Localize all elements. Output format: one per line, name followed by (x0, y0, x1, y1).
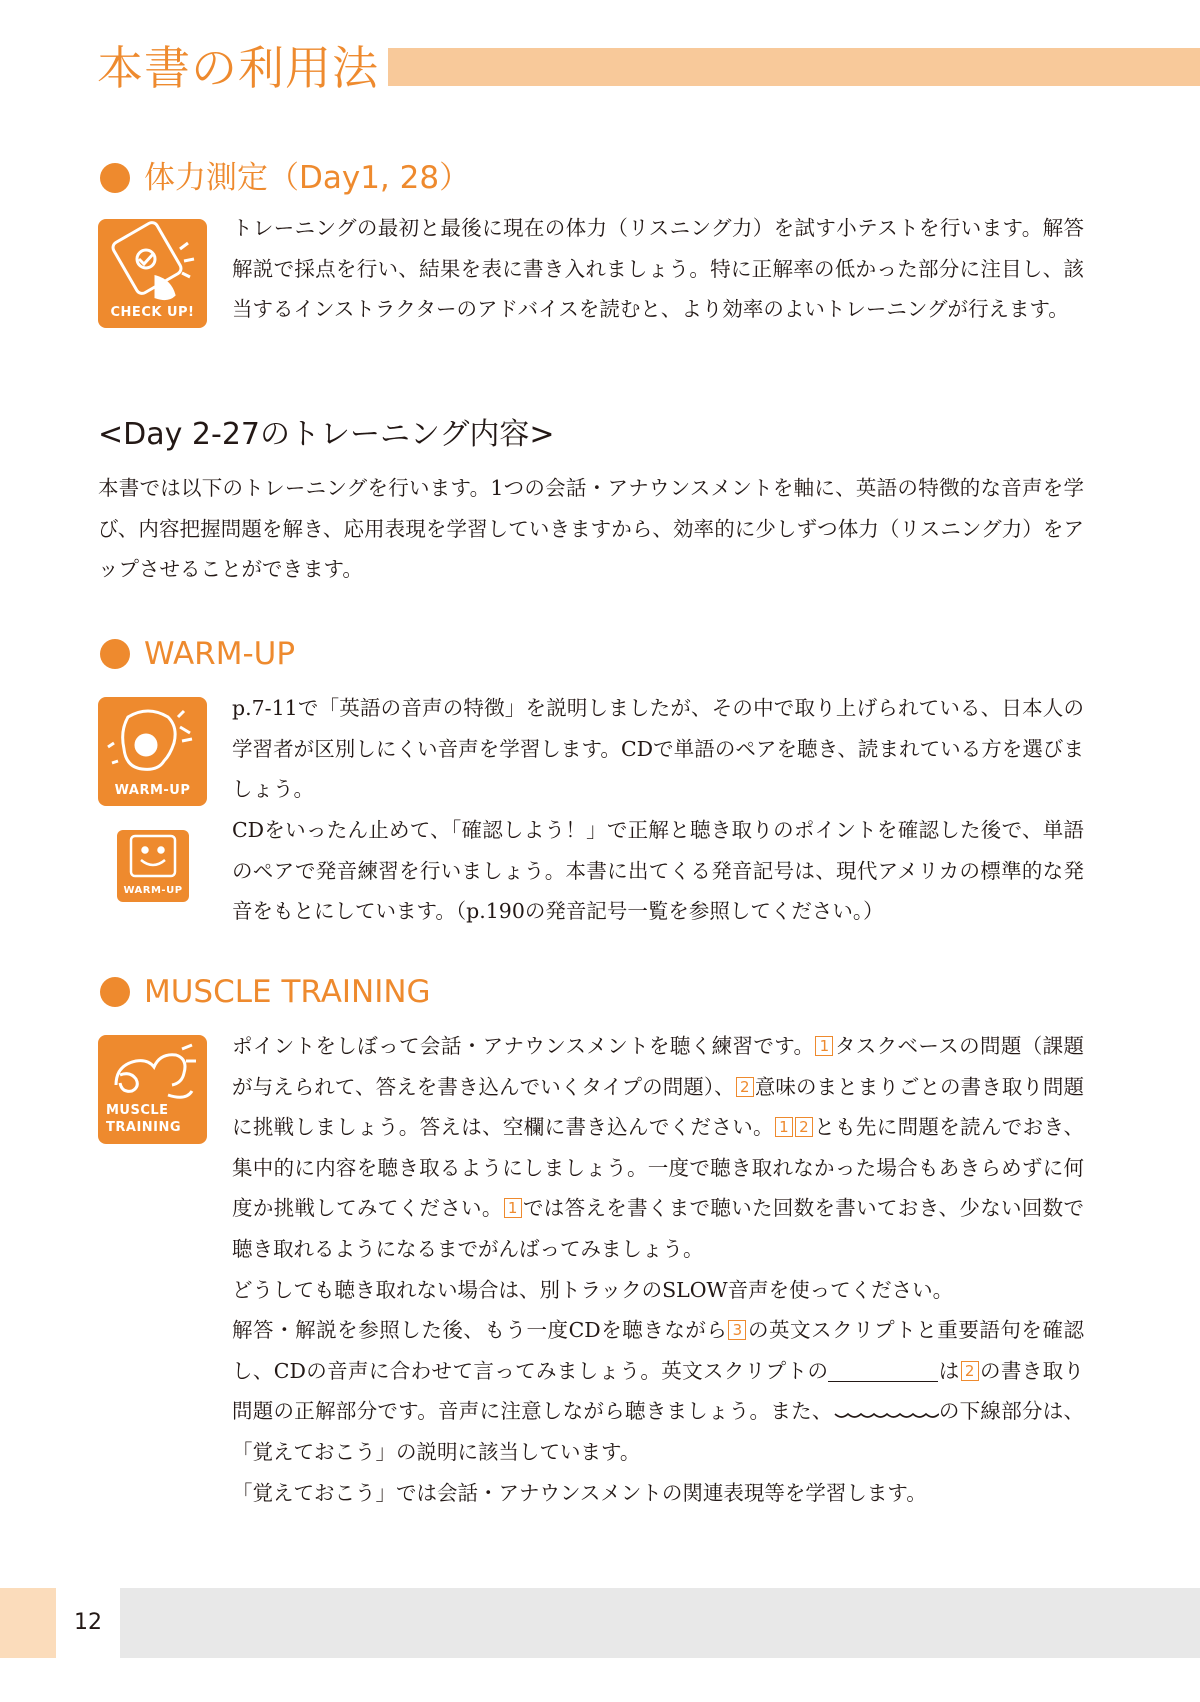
bullet-dot-icon (100, 163, 130, 193)
question-number-1: 1 (815, 1036, 833, 1056)
page-number: 12 (56, 1585, 120, 1661)
muscle-text-3a: 解答・解説を参照した後、もう一度CDを聴きながら (232, 1318, 728, 1342)
section-heading-muscle (100, 972, 431, 1012)
muscle-icon-label-1: MUSCLE (106, 1103, 169, 1118)
warmup-icon (98, 697, 207, 806)
muscle-text-1a: ポイントをしぼって会話・アナウンスメントを聴く練習です。 (232, 1034, 815, 1058)
section-heading-fitness (100, 158, 470, 198)
footer-bar (120, 1588, 1200, 1658)
question-number-2: 2 (795, 1117, 813, 1137)
bullet-dot-icon (100, 639, 130, 669)
check-up-icon-label: CHECK UP! (110, 305, 195, 320)
warmup-text-2: CDをいったん止めて、「確認しよう！」で正解と聴き取りのポイントを確認した後で、単語のペアで発音練習を行いましょう。本書に出てくる発音記号は、現代アメリカの標準的な発音をもとにしています。（p.190の発音記号一覧を参照してください。） (232, 818, 1084, 923)
warmup-text-1: p.7-11で「英語の音声の特徴」を説明しましたが、その中で取り上げられている、日本人の学習者が区別しにくい音声を学習します。CDで単語のペアを聴き、読まれている方を選びましょう。 (232, 696, 1084, 801)
muscle-text-2: どうしても聴き取れない場合は、別トラックのSLOW音声を使ってください。 (232, 1278, 954, 1302)
question-number-1: 1 (504, 1198, 522, 1218)
page-title: 本書の利用法 (97, 41, 379, 95)
warmup-smile-icon (117, 830, 189, 902)
training-contents-heading: <Day 2-27のトレーニング内容> (98, 417, 555, 452)
fitness-text: トレーニングの最初と最後に現在の体力（リスニング力）を試す小テストを行います。解答解説で採点を行い、結果を表に書き入れましょう。特に正解率の低かった部分に注目し、該当するインストラクターのアドバイスを読むと、より効率のよいトレーニングが行えます。 (232, 216, 1084, 321)
question-number-3: 3 (728, 1320, 746, 1340)
training-contents-text: 本書では以下のトレーニングを行います。1つの会話・アナウンスメントを軸に、英語の特徴的な音声を学び、内容把握問題を解き、応用表現を学習していきますから、効率的に少しずつ体力（リスニング力）をアップさせることができます。 (98, 476, 1084, 581)
question-number-2: 2 (961, 1361, 979, 1381)
check-up-icon (98, 219, 207, 328)
muscle-text-3d: の書き取り問題の正解部分です。音声に注意しながら聴きましょう。また、 (232, 1358, 1085, 1423)
question-number-1: 1 (775, 1117, 793, 1137)
muscle-text-4: 「覚えておこう」では会話・アナウンスメントの関連表現等を学習します。 (232, 1481, 927, 1505)
bullet-dot-icon (100, 977, 130, 1007)
title-bar (388, 48, 1200, 86)
muscle-text-1c: 意味のまとまりごとの書き取り問題に挑戦しましょう。答えは、空欄に書き込んでください。 (232, 1074, 1084, 1139)
muscle-text-3 (232, 1310, 1084, 1472)
muscle-text-1 (232, 1026, 1084, 1269)
section-heading-muscle-text: MUSCLE TRAINING (144, 974, 431, 1010)
muscle-training-icon (98, 1035, 207, 1144)
muscle-text-1e: では答えを書くまで聴いた回数を書いておき、少ない回数で聴き取れるようになるまでがんばってみましょう。 (232, 1196, 1084, 1261)
warmup-icon-label: WARM-UP (114, 783, 191, 798)
muscle-text-3e: の下線部分は、「覚えておこう」の説明に該当しています。 (232, 1399, 1084, 1464)
wavy-underline-sample (833, 1400, 939, 1420)
section-heading-fitness-text: 体力測定（Day1, 28） (144, 160, 471, 196)
section-heading-warmup (100, 634, 295, 674)
muscle-text-3b: の英文スクリプトと重要語句を確認し、CDの音声に合わせて言ってみましょう。英文スクリプトの (232, 1318, 1085, 1383)
muscle-icon-label-2: TRAINING (106, 1120, 182, 1135)
muscle-text-1d: とも先に問題を読んでおき、集中的に内容を聴き取るようにしましょう。一度で聴き取れなかった場合もあきらめずに何度か挑戦してみてください。 (232, 1115, 1084, 1220)
section-heading-warmup-text: WARM-UP (144, 636, 296, 672)
question-number-2: 2 (736, 1077, 754, 1097)
muscle-text-1b: タスクベースの問題（課題が与えられて、答えを書き込んでいくタイプの問題）、 (232, 1034, 1084, 1099)
muscle-text-3c: は (938, 1358, 960, 1383)
warmup-smile-icon-label: WARM-UP (123, 885, 183, 896)
underline-sample (828, 1359, 938, 1382)
